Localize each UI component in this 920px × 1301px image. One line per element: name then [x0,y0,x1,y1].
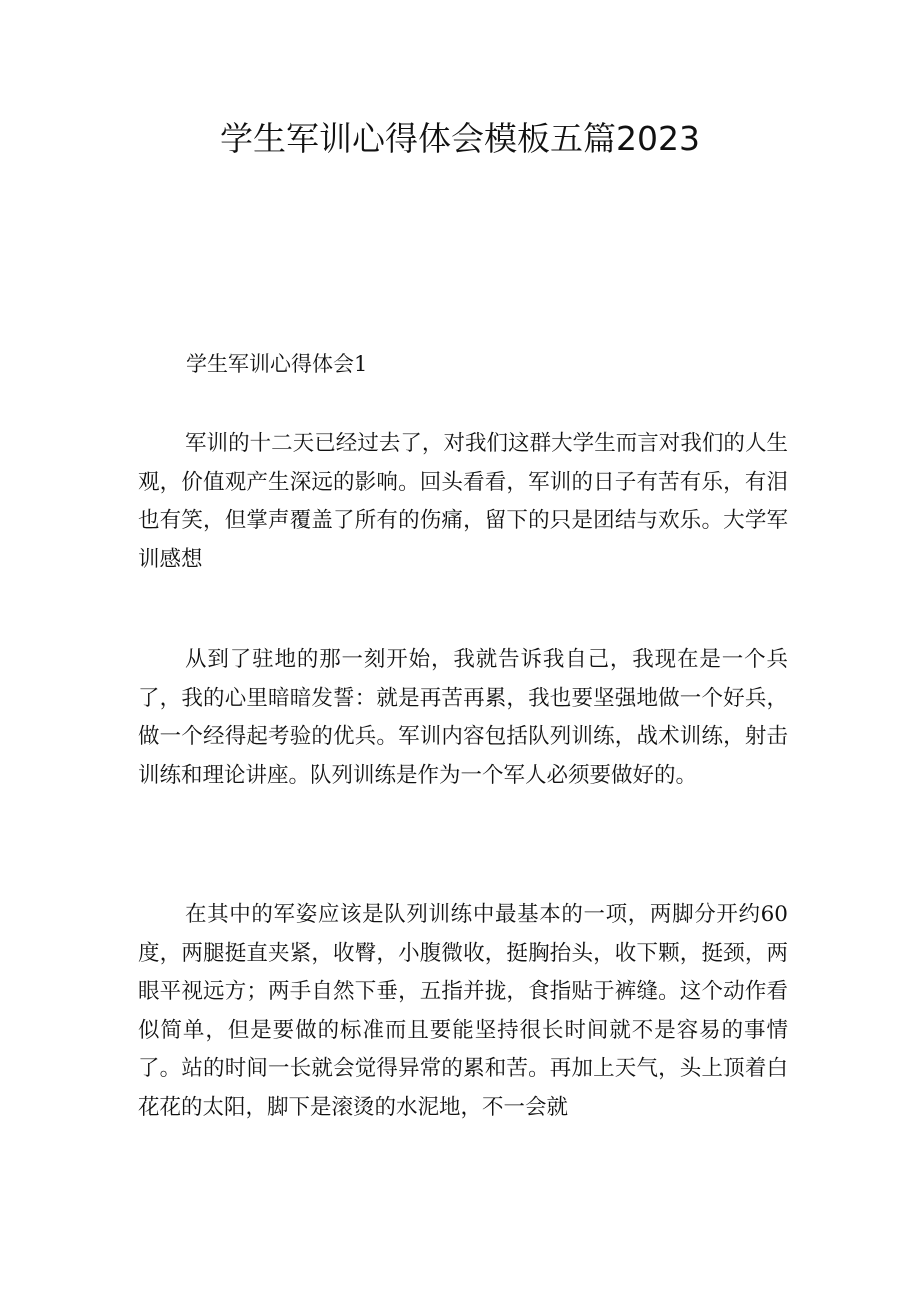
document-title: 学生军训心得体会模板五篇2023 [220,119,700,158]
paragraph-2: 从到了驻地的那一刻开始，我就告诉我自己，我现在是一个兵了，我的心里暗暗发誓：就是再苦再累，我也要坚强地做一个好兵，做一个经得起考验的优兵。军训内容包括队列训练，战术训练，射击训练和理论讲座。队列训练是作为一个军人必须要做好的。 [138,647,788,788]
section-heading: 学生军训心得体会1 [186,352,368,376]
paragraph-1: 军训的十二天已经过去了，对我们这群大学生而言对我们的人生观，价值观产生深远的影响。回头看看，军训的日子有苦有乐，有泪也有笑，但掌声覆盖了所有的伤痛，留下的只是团结与欢乐。大学军训感想 [138,431,788,572]
paragraph-3: 在其中的军姿应该是队列训练中最基本的一项，两脚分开约60度，两腿挺直夹紧，收臀，小腹微收，挺胸抬头，收下颗，挺颈，两眼平视远方；两手自然下垂，五指并拢，食指贴于裤缝。这个动作看似简单，但是要做的标准而且要能坚持很长时间就不是容易的事情了。站的时间一长就会觉得异常的累和苦。再加上天气，头上顶着白花花的太阳，脚下是滚烫的水泥地，不一会就 [138,902,788,1120]
